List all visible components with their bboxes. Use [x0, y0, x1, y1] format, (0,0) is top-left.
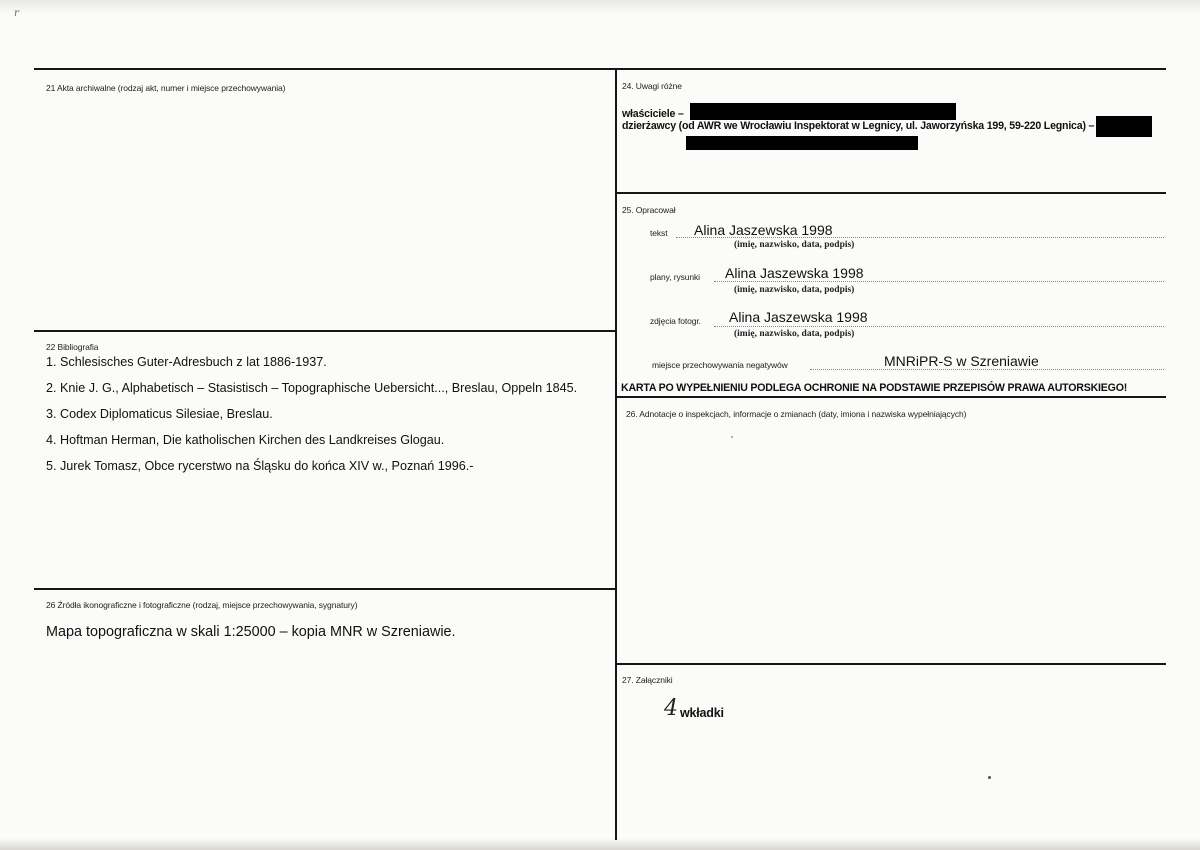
bibliography-item: 1. Schlesisches Guter-Adresbuch z lat 1886-1937.	[46, 355, 327, 369]
zdjecia-caption: (imię, nazwisko, data, podpis)	[734, 329, 855, 339]
rule-22-26	[34, 588, 616, 590]
negatives-label: miejsce przechowywania negatywów	[652, 360, 788, 370]
bibliography-item: 4. Hoftman Herman, Die katholischen Kirchen des Landkreises Glogau.	[46, 433, 445, 447]
corner-mark: r	[14, 8, 19, 19]
bibliography-item: 2. Knie J. G., Alphabetisch – Stasistisch – Topographische Uebersicht..., Breslau, Oppeln 1845.	[46, 381, 578, 395]
plany-label: plany, rysunki	[650, 272, 700, 282]
top-rule	[34, 68, 1166, 70]
section-26-right-label: 26. Adnotacje o inspekcjach, informacje o zmianach (daty, imiona i nazwiska wypełniających)	[626, 409, 967, 419]
rule-25-26	[616, 396, 1166, 398]
negatives-value: MNRiPR-S w Szreniawie	[884, 353, 1039, 369]
redaction-bar	[1096, 116, 1152, 137]
attachments-count-handwritten: 4	[664, 696, 678, 721]
scan-speck	[988, 776, 991, 779]
bibliography-item: 5. Jurek Tomasz, Obce rycerstwo na Śląsku do końca XIV w., Poznań 1996.-	[46, 459, 474, 473]
tekst-line	[676, 237, 1164, 238]
zdjecia-value: Alina Jaszewska 1998	[729, 309, 868, 325]
scan-bottom-edge	[0, 838, 1200, 850]
zdjecia-line	[714, 326, 1164, 327]
owners-label: właściciele –	[622, 108, 684, 120]
scan-top-edge	[0, 0, 1200, 14]
redaction-bar	[690, 103, 956, 120]
center-divider	[615, 68, 617, 840]
section-26-left-label: 26 Źródła ikonograficzne i fotograficzne (rodzaj, miejsce przechowywania, sygnatury)	[46, 600, 358, 610]
section-25-label: 25. Opracował	[622, 205, 676, 215]
scan-speck	[731, 436, 733, 438]
rule-21-22	[34, 330, 616, 332]
section-27-label: 27. Załączniki	[622, 675, 673, 685]
tekst-label: tekst	[650, 228, 668, 238]
section-21-label: 21 Akta archiwalne (rodzaj akt, numer i miejsce przechowywania)	[46, 83, 286, 93]
iconographic-sources-text: Mapa topograficzna w skali 1:25000 – kopia MNR w Szreniawie.	[46, 624, 456, 640]
zdjecia-label: zdjęcia fotogr.	[650, 316, 701, 326]
negatives-line	[810, 369, 1164, 370]
rule-26-27	[616, 663, 1166, 665]
bibliography-item: 3. Codex Diplomaticus Silesiae, Breslau.	[46, 407, 273, 421]
tekst-caption: (imię, nazwisko, data, podpis)	[734, 240, 855, 250]
tekst-value: Alina Jaszewska 1998	[694, 222, 833, 238]
plany-caption: (imię, nazwisko, data, podpis)	[734, 285, 855, 295]
rule-24-25	[616, 192, 1166, 194]
section-24-label: 24. Uwagi różne	[622, 81, 682, 91]
lessees-label: dzierżawcy (od AWR we Wrocławiu Inspektorat w Legnicy, ul. Jaworzyńska 199, 59-220 Legnica) –	[622, 120, 1095, 132]
plany-value: Alina Jaszewska 1998	[725, 265, 864, 281]
plany-line	[714, 281, 1164, 282]
redaction-bar	[686, 136, 918, 150]
attachments-text: wkładki	[680, 706, 724, 720]
section-22-label: 22 Bibliografia	[46, 342, 99, 352]
copyright-protection-note: KARTA PO WYPEŁNIENIU PODLEGA OCHRONIE NA PODSTAWIE PRZEPISÓW PRAWA AUTORSKIEGO!	[621, 382, 1128, 394]
